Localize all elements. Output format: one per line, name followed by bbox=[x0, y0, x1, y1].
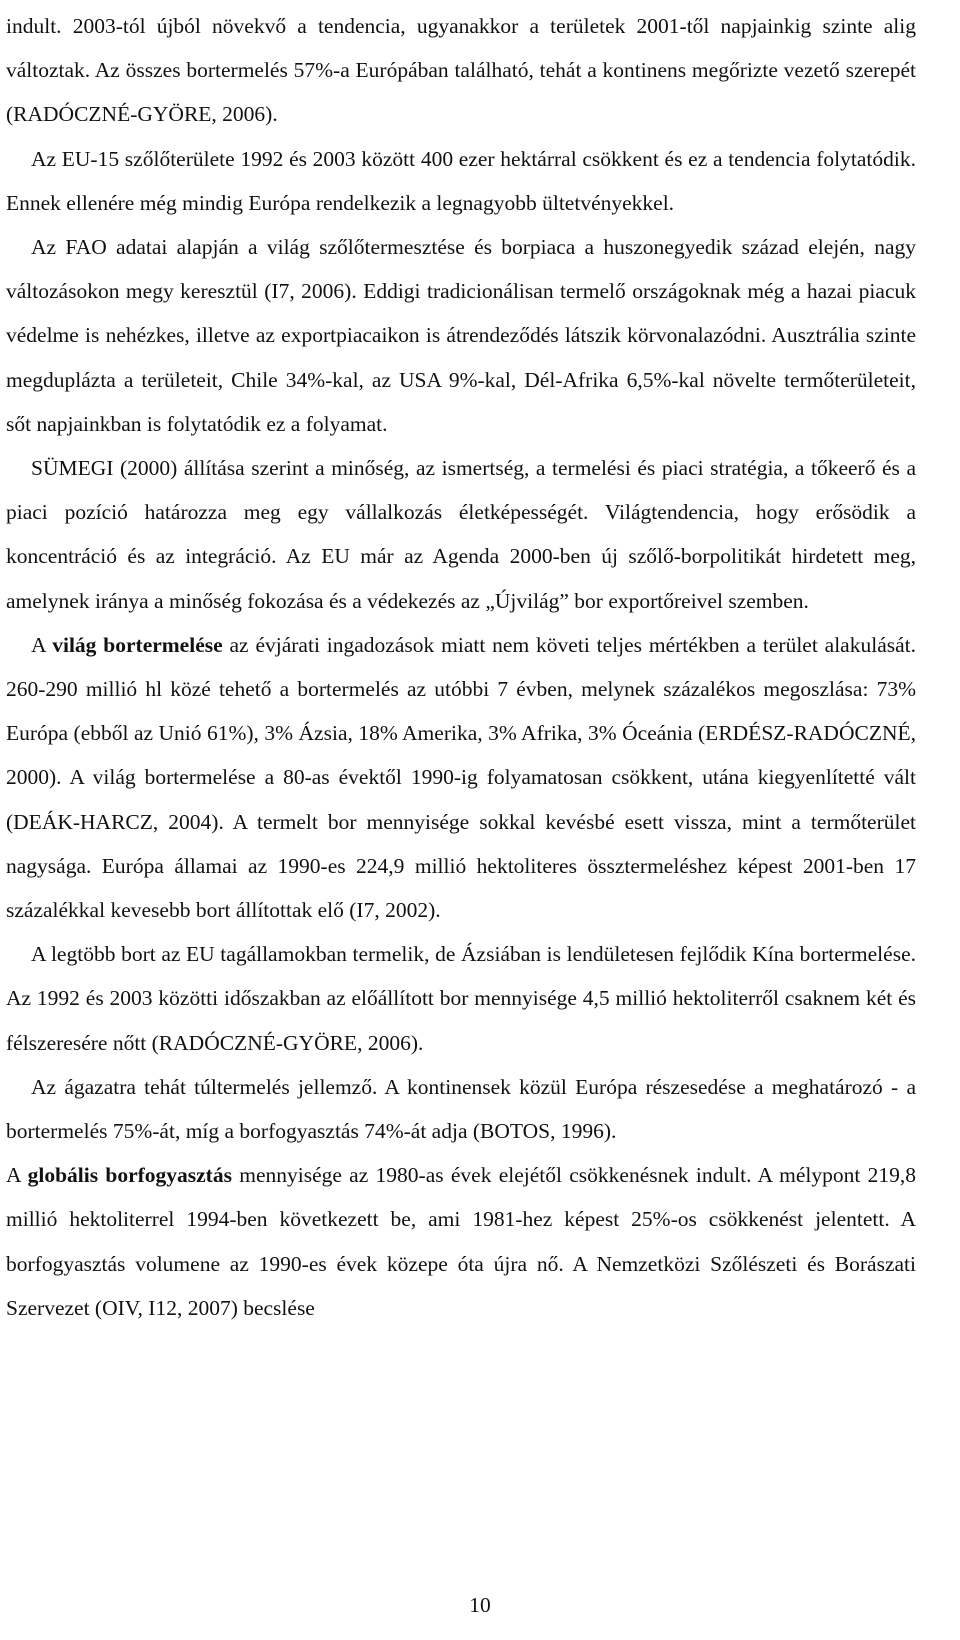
paragraph-text: indult. 2003-tól újból növekvő a tendencia, ugyanakkor a területek 2001-től napjainkig szinte alig változtak. Az összes bortermelés 57%-a Európában található, tehát a kontinens megőrizte vezető szerepét (RADÓCZNÉ-GYÖRE, 2006). bbox=[6, 14, 916, 127]
paragraph-text: az évjárati ingadozások miatt nem követi teljes mértékben a terület alakulását. 260-290 millió hl közé tehető a bortermelés az utóbbi 7 évben, melynek százalékos megoszlása: 73% Európa (ebből az Unió 61%), 3% Ázsia, 18% Amerika, 3% Afrika, 3% Óceánia (ERDÉSZ-RADÓCZNÉ, 2000). A világ bortermelése a 80-as évektől 1990-ig folyamatosan csökkent, utána kiegyenlítetté vált (DEÁK-HARCZ, 2004). A termelt bor mennyisége sokkal kevésbé esett vissza, mint a termőterület nagysága. Európa államai az 1990-es 224,9 millió hektoliteres össztermeléshez képest 2001-ben 17 százalékkal kevesebb bort állítottak elő (I7, 2002). bbox=[6, 632, 917, 923]
paragraph-fao-data bbox=[0, 225, 960, 446]
paragraph-text: Az ágazatra tehát túltermelés jellemző. A kontinensek közül Európa részesedése a meghatározó - a bortermelés 75%-át, míg a borfogyasztás 74%-át adja (BOTOS, 1996). bbox=[6, 1074, 916, 1144]
bold-term: világ bortermelése bbox=[52, 632, 223, 657]
paragraph-overproduction bbox=[0, 1065, 960, 1153]
paragraph-text: A bbox=[6, 1163, 28, 1188]
paragraph-text: SÜMEGI (2000) állítása szerint a minőség, az ismertség, a termelési és piaci stratégia, a tőkeerő és a piaci pozíció határozza meg egy vállalkozás életképességét. Világtendencia, hogy erősödik a koncentráció és az integráció. Az EU már az Agenda 2000-ben új szőlő-borpolitikát hirdetett meg, amelynek iránya a minőség fokozása és a védekezés az „Újvilág” bor exportőreivel szemben. bbox=[6, 456, 916, 613]
paragraph-text: mennyisége az 1980-as évek elejétől csökkenésnek indult. A mélypont 219,8 millió hektoliterrel 1994-ben következett be, ami 1981-hez képest 25%-os csökkenést jelentett. A borfogyasztás volumene az 1990-es évek közepe óta újra nő. A Nemzetközi Szőlészeti és Borászati Szervezet (OIV, I12, 2007) becslése bbox=[6, 1163, 916, 1320]
paragraph-eu15-vineyards bbox=[0, 137, 960, 225]
paragraph-text: A bbox=[31, 632, 53, 657]
bold-term: globális borfogyasztás bbox=[27, 1163, 232, 1188]
paragraph-world-wine-production bbox=[0, 623, 960, 932]
paragraph-text: A legtöbb bort az EU tagállamokban termelik, de Ázsiában is lendületesen fejlődik Kína bortermelése. Az 1992 és 2003 közötti időszakban az előállított bor mennyisége 4,5 millió hektoliterről csaknem két és félszeresére nőtt (RADÓCZNÉ-GYÖRE, 2006). bbox=[6, 942, 916, 1055]
page-number: 10 bbox=[469, 1593, 491, 1617]
paragraph-text: Az FAO adatai alapján a világ szőlőtermesztése és borpiaca a huszonegyedik század elején, nagy változásokon megy keresztül (I7, 2006). Eddigi tradicionálisan termelő országoknak még a hazai piacuk védelme is nehézkes, illetve az exportpiacaikon is átrendeződés látszik körvonalazódni. Ausztrália szinte megduplázta a területeit, Chile 34%-kal, az USA 9%-kal, Dél-Afrika 6,5%-kal növelte termőterületeit, sőt napjainkban is folytatódik ez a folyamat. bbox=[6, 235, 916, 436]
paragraph-continuation bbox=[0, 0, 960, 137]
paragraph-global-consumption bbox=[0, 1153, 960, 1330]
paragraph-eu-asia bbox=[0, 932, 960, 1065]
paragraph-text: Az EU-15 szőlőterülete 1992 és 2003 között 400 ezer hektárral csökkent és ez a tendencia folytatódik. Ennek ellenére még mindig Európa rendelkezik a legnagyobb ültetvényekkel. bbox=[6, 146, 916, 215]
paragraph-sumegi bbox=[0, 446, 960, 623]
